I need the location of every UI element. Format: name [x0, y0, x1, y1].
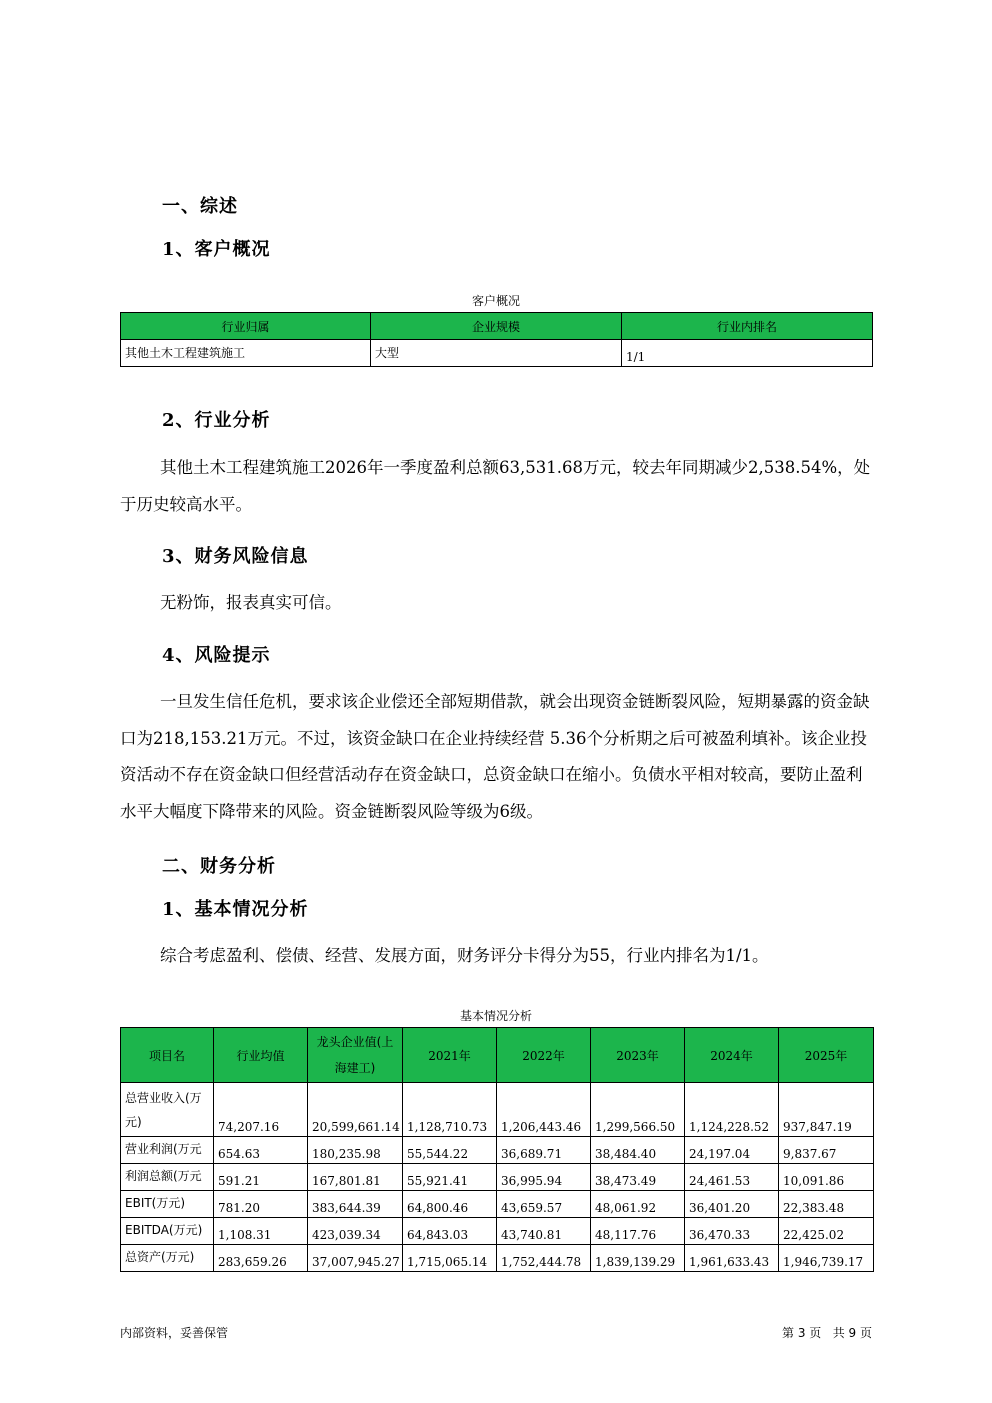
table-cell: 36,470.33 — [685, 1218, 779, 1245]
table-cell: 24,197.04 — [685, 1137, 779, 1164]
section-title-customer-overview: 1、客户概况 — [162, 239, 271, 260]
table-cell: 1,946,739.17 — [779, 1245, 874, 1272]
table-cell: 55,921.41 — [403, 1164, 497, 1191]
table-cell: 1,299,566.50 — [591, 1083, 685, 1137]
table-cell: 10,091.86 — [779, 1164, 874, 1191]
table-cell: 大型 — [371, 340, 622, 367]
table-cell: 1,206,443.46 — [497, 1083, 591, 1137]
table-cell: 24,461.53 — [685, 1164, 779, 1191]
table-row — [121, 1191, 874, 1218]
basic-analysis-table — [120, 1027, 874, 1272]
table-cell: 1,108.31 — [214, 1218, 308, 1245]
table-row — [121, 1218, 874, 1245]
table-cell: 167,801.81 — [308, 1164, 403, 1191]
section-title-overview: 一、综述 — [162, 196, 238, 217]
table-cell: 20,599,661.14 — [308, 1083, 403, 1137]
column-header: 2024年 — [685, 1028, 779, 1083]
table-cell: 22,383.48 — [779, 1191, 874, 1218]
table-cell: 9,837.67 — [779, 1137, 874, 1164]
table-cell: 781.20 — [214, 1191, 308, 1218]
customer-overview-table — [120, 312, 873, 367]
table-cell: 1/1 — [622, 340, 873, 367]
paragraph-risk-tip: 一旦发生信任危机，要求该企业偿还全部短期借款，就会出现资金链断裂风险，短期暴露的资金缺口为218,153.21万元。不过，该资金缺口在企业持续经营 5.36个分析期之后可被盈利填补。该企业投资活动不存在资金缺口但经营活动存在资金缺口，总资金缺口在缩小。负债水平相对较高，要防止盈利水平大幅度下降带来的风险。资金链断裂风险等级为6级。 — [120, 692, 870, 821]
row-label: 总资产(万元) — [121, 1245, 214, 1272]
table-cell: 1,124,228.52 — [685, 1083, 779, 1137]
table-cell: 283,659.26 — [214, 1245, 308, 1272]
table-row — [121, 1245, 874, 1272]
table-cell: 38,484.40 — [591, 1137, 685, 1164]
column-header: 行业内排名 — [622, 313, 873, 340]
column-header: 2025年 — [779, 1028, 874, 1083]
table-cell: 937,847.19 — [779, 1083, 874, 1137]
table-cell: 36,401.20 — [685, 1191, 779, 1218]
column-header: 2022年 — [497, 1028, 591, 1083]
table-cell: 55,544.22 — [403, 1137, 497, 1164]
table-cell: 36,995.94 — [497, 1164, 591, 1191]
paragraph-risk-info: 无粉饰，报表真实可信。 — [160, 593, 342, 612]
table-cell: 64,800.46 — [403, 1191, 497, 1218]
table-cell: 1,752,444.78 — [497, 1245, 591, 1272]
row-label: 营业利润(万元 — [121, 1137, 214, 1164]
table-caption-basic: 基本情况分析 — [459, 1009, 532, 1023]
table-cell: 36,689.71 — [497, 1137, 591, 1164]
section-title-industry-analysis: 2、行业分析 — [162, 410, 271, 431]
table-cell: 1,961,633.43 — [685, 1245, 779, 1272]
section-title-basic-analysis: 1、基本情况分析 — [162, 899, 309, 920]
row-label: 利润总额(万元 — [121, 1164, 214, 1191]
column-header: 行业归属 — [121, 313, 371, 340]
paragraph-basic: 综合考虑盈利、偿债、经营、发展方面，财务评分卡得分为55，行业内排名为1/1。 — [160, 946, 769, 965]
table-caption-customer: 客户概况 — [471, 294, 520, 308]
basic-table-body — [121, 1083, 874, 1272]
table-cell: 74,207.16 — [214, 1083, 308, 1137]
table-row — [121, 1137, 874, 1164]
table-cell: 654.63 — [214, 1137, 308, 1164]
table-cell: 180,235.98 — [308, 1137, 403, 1164]
column-header: 行业均值 — [214, 1028, 308, 1083]
table-cell: 38,473.49 — [591, 1164, 685, 1191]
table-cell: 37,007,945.27 — [308, 1245, 403, 1272]
row-label: 总营业收入(万元) — [121, 1083, 214, 1137]
column-header: 2021年 — [403, 1028, 497, 1083]
column-header: 2023年 — [591, 1028, 685, 1083]
table-cell: 423,039.34 — [308, 1218, 403, 1245]
table-cell: 1,715,065.14 — [403, 1245, 497, 1272]
column-header: 企业规模 — [371, 313, 622, 340]
footer-note: 内部资料，妥善保管 — [120, 1326, 229, 1340]
column-header: 项目名 — [121, 1028, 214, 1083]
table-cell: 22,425.02 — [779, 1218, 874, 1245]
row-label: EBIT(万元) — [121, 1191, 214, 1218]
table-cell: 1,128,710.73 — [403, 1083, 497, 1137]
table-cell: 43,740.81 — [497, 1218, 591, 1245]
table-cell: 64,843.03 — [403, 1218, 497, 1245]
column-header: 龙头企业值(上海建工) — [308, 1028, 403, 1083]
paragraph-industry: 其他土木工程建筑施工2026年一季度盈利总额63,531.68万元，较去年同期减少2,538.54%，处于历史较高水平。 — [120, 458, 871, 514]
table-row — [121, 1164, 874, 1191]
row-label: EBITDA(万元) — [121, 1218, 214, 1245]
table-row — [121, 1083, 874, 1137]
page-number: 第 3 页 共 9 页 — [782, 1326, 872, 1340]
section-title-risk-tip: 4、风险提示 — [162, 645, 271, 666]
table-cell: 591.21 — [214, 1164, 308, 1191]
table-cell: 其他土木工程建筑施工 — [121, 340, 371, 367]
table-cell: 1,839,139.29 — [591, 1245, 685, 1272]
table-cell: 48,117.76 — [591, 1218, 685, 1245]
table-cell: 48,061.92 — [591, 1191, 685, 1218]
table-cell: 43,659.57 — [497, 1191, 591, 1218]
section-title-risk-info: 3、财务风险信息 — [162, 546, 309, 567]
section-title-financial-analysis: 二、财务分析 — [162, 856, 276, 877]
table-cell: 383,644.39 — [308, 1191, 403, 1218]
